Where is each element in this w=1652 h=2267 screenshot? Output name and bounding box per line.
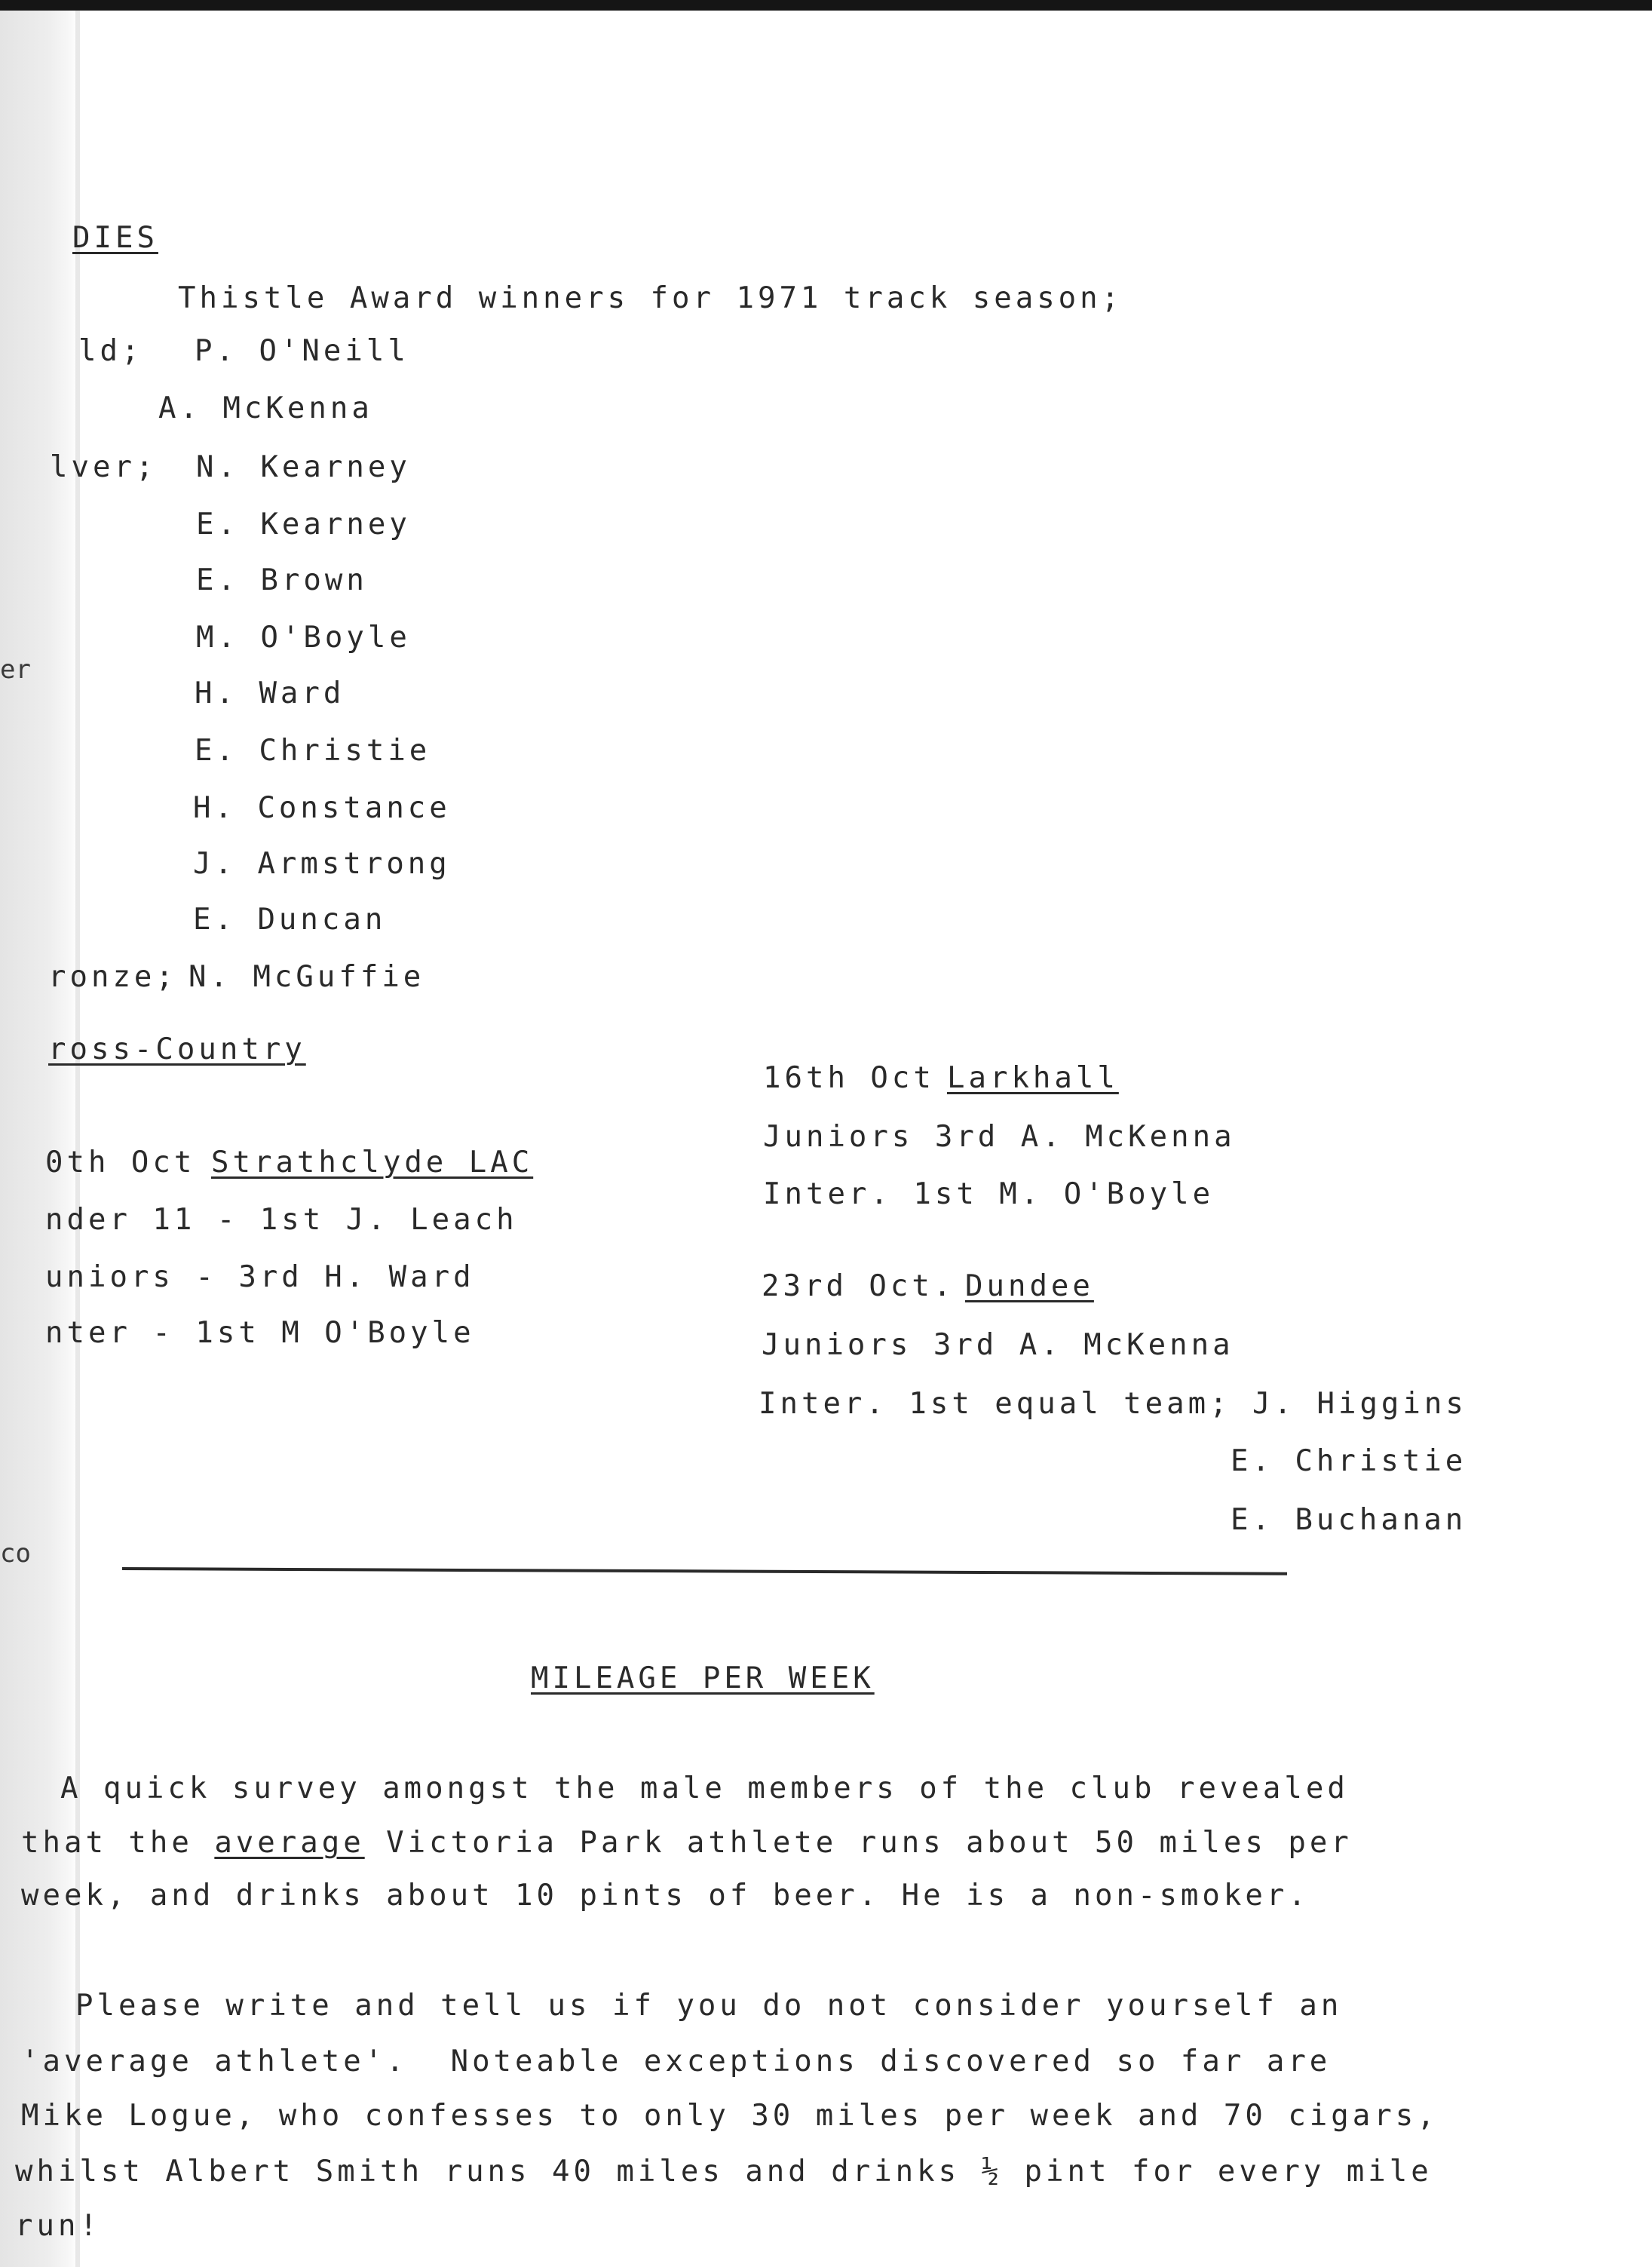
strathclyde-result: nder 11 - 1st J. Leach [45, 1203, 518, 1237]
silver-winner: N. Kearney [196, 450, 411, 484]
silver-winner: E. Kearney [196, 508, 411, 541]
dundee-team-member: E. Christie [1231, 1444, 1467, 1478]
mileage-paragraph-2-line: whilst Albert Smith runs 40 miles and drinks ½ pint for every mile [15, 2155, 1433, 2189]
bronze-label: ronze; [48, 960, 177, 994]
silver-winner: H. Constance [193, 791, 451, 825]
emphasis-average: average [214, 1826, 365, 1860]
dundee-venue: Dundee [965, 1269, 1094, 1303]
silver-label: lver; [50, 450, 158, 484]
mileage-paragraph-2-line: 'average athlete'. Noteable exceptions discovered so far are [21, 2045, 1332, 2078]
larkhall-result: Inter. 1st M. O'Boyle [763, 1177, 1215, 1211]
section-heading-cross-country: ross-Country [48, 1032, 306, 1066]
gold-winner: A. McKenna [158, 391, 373, 425]
larkhall-venue: Larkhall [947, 1061, 1119, 1095]
page-spine-shadow [0, 11, 78, 2267]
silver-winner: E. Duncan [193, 903, 387, 937]
silver-winner: E. Brown [196, 563, 368, 597]
silver-winner: H. Ward [195, 676, 345, 710]
section-divider [122, 1567, 1287, 1575]
mileage-paragraph-1-line: that the average Victoria Park athlete runs about 50 miles per [21, 1826, 1353, 1860]
dundee-result: Juniors 3rd A. McKenna [762, 1328, 1234, 1362]
strathclyde-result: uniors - 3rd H. Ward [45, 1260, 475, 1294]
mileage-paragraph-2-line: run! [15, 2209, 101, 2243]
awards-intro: Thistle Award winners for 1971 track season; [178, 281, 1123, 315]
mileage-paragraph-1-line: week, and drinks about 10 pints of beer. He is a non-smoker. [21, 1879, 1310, 1913]
strathclyde-date: 0th Oct [45, 1146, 196, 1180]
larkhall-date: 16th Oct [763, 1061, 935, 1095]
mileage-title: MILEAGE PER WEEK [531, 1661, 875, 1695]
dundee-team-member: E. Buchanan [1231, 1503, 1467, 1537]
dundee-result: Inter. 1st equal team; J. Higgins [759, 1387, 1467, 1421]
silver-winner: E. Christie [195, 734, 431, 768]
gold-label: ld; [78, 334, 143, 368]
section-heading-awards: DIES [72, 221, 158, 255]
mileage-paragraph-1-line: A quick survey amongst the male members of the club revealed [60, 1772, 1349, 1805]
strathclyde-venue: Strathclyde LAC [211, 1146, 534, 1180]
bronze-winner: N. McGuffie [188, 960, 425, 994]
silver-winner: J. Armstrong [193, 847, 451, 881]
margin-fragment: co [0, 1538, 31, 1569]
margin-fragment: er [0, 655, 31, 685]
larkhall-result: Juniors 3rd A. McKenna [763, 1120, 1236, 1154]
dundee-date: 23rd Oct. [762, 1269, 955, 1303]
strathclyde-result: nter - 1st M O'Boyle [45, 1316, 475, 1350]
gold-winner: P. O'Neill [195, 334, 409, 368]
mileage-paragraph-2-line: Please write and tell us if you do not consider yourself an [75, 1989, 1343, 2023]
scan-top-edge [0, 0, 1652, 11]
mileage-paragraph-2-line: Mike Logue, who confesses to only 30 miles per week and 70 cigars, [21, 2099, 1439, 2133]
silver-winner: M. O'Boyle [196, 621, 411, 655]
